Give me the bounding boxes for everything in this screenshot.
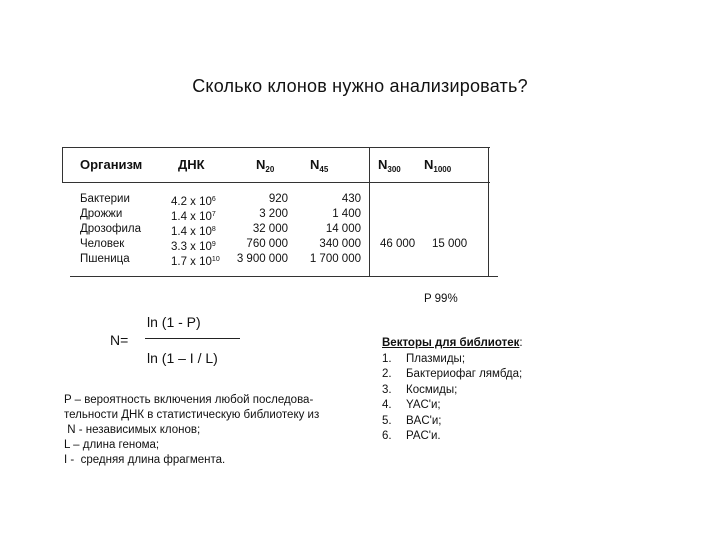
cell-dna: 1.7 x $10^{10}$ [171,256,220,268]
cell-n20: 32 000 [252,223,288,235]
cell-n45: 1 400 [332,208,361,220]
cell-n45: 1 700 000 [309,253,361,265]
legend-line: L – длина генома; [64,439,160,451]
fraction-bar [145,338,240,339]
legend-line: I - средняя длина фрагмента. [64,454,226,466]
formula-numerator: ln (1 - P) [147,314,201,330]
cell-n45: 14 000 [325,223,361,235]
page-title: Сколько клонов нужно анализировать? [192,76,528,96]
header-n45: $N_{45}$ [310,157,329,174]
table-left-border [62,147,63,183]
cell-n20: 3 900 000 [236,253,288,265]
cell-dna: 1.4 x $10^7$ [171,211,216,223]
cell-n45: 340 000 [319,238,361,250]
cell-n20: 3 200 [259,208,288,220]
header-n1000: $N_{1000}$ [424,157,452,174]
header-dna: ДНК [178,157,205,172]
cell-dna: 1.4 x $10^8$ [171,226,216,238]
probability-note: P 99% [424,293,458,305]
cell-dna: 3.3 x $10^9$ [171,241,216,253]
cell-n300: 46 000 [380,238,416,250]
cell-dna: 4.2 x $10^6$ [171,196,216,208]
cell-organism: Пшеница [80,253,130,265]
cell-organism: Дрожжи [80,208,123,220]
table-top-border [62,147,490,148]
list-item: 6. PAC'и. [382,430,441,442]
list-item: 5. BAC'и; [382,414,442,427]
legend-line: тельности ДНК в статистическую библиотеку из [64,409,320,421]
cell-organism: Человек [80,238,125,250]
header-n300: $N_{300}$ [378,157,401,174]
cell-n1000: 15 000 [432,238,468,250]
cell-n20: 760 000 [246,238,288,250]
table-header-border [62,182,490,183]
formula-legend [64,393,319,468]
list-item: 3. Космиды; [382,383,458,396]
list-item: 4. YAC'и; [382,399,441,411]
list-item: 2. Бактериофаг лямбда; [382,368,523,380]
cell-organism: Бактерии [80,193,130,205]
table-divider [369,147,370,277]
table-right-border [488,147,489,277]
cell-n20: 920 [268,193,288,205]
formula-lhs: N= [110,332,129,348]
header-organism: Организм [80,157,143,172]
legend-line: P – вероятность включения любой последова- [64,394,314,406]
header-n20: $N_{20}$ [256,157,275,174]
table-bottom-border [70,276,498,277]
vectors-block [382,336,523,445]
list-item: 1. Плазмиды; [382,352,466,365]
cell-organism: Дрозофила [80,223,141,235]
legend-line: N - независимых клонов; [64,424,201,436]
vectors-title: Векторы для библиотек: [382,337,523,349]
formula-denominator: ln (1 – I / L) [147,350,218,366]
cell-n45: 430 [341,193,361,205]
